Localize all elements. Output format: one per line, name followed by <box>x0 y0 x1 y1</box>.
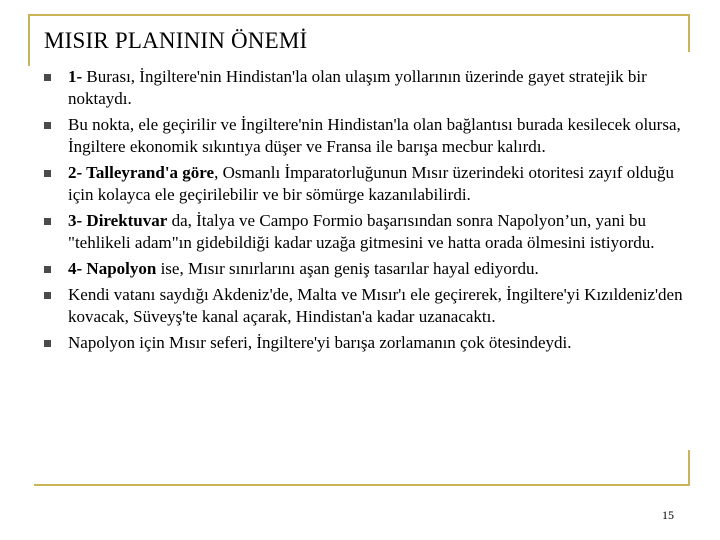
item-text: ise, Mısır sınırlarını aşan geniş tasarılar hayal ediyordu. <box>156 259 539 278</box>
item-text: Napolyon için Mısır seferi, İngiltere'yi barışa zorlamanın çok ötesindeydi. <box>68 333 572 352</box>
square-bullet-icon <box>44 218 51 225</box>
item-text: Bu nokta, ele geçirilir ve İngiltere'nin Hindistan'la olan bağlantısı burada kesilecek olursa, İngiltere ekonomik sıkıntıya düşer ve Fransa ile barışa mecbur kalırdı. <box>68 115 681 156</box>
list-item <box>44 258 684 280</box>
square-bullet-icon <box>44 122 51 129</box>
item-text: Burası, İngiltere'nin Hindistan'la olan ulaşım yollarının üzerinde gayet stratejik bir noktaydı. <box>68 67 647 108</box>
slide-title: MISIR PLANININ ÖNEMİ <box>44 28 308 53</box>
item-text: Kendi vatanı saydığı Akdeniz'de, Malta ve Mısır'ı ele geçirerek, İngiltere'yi Kızıldeniz'den kovacak, Süveyş'te kanal açarak, Hindistan'a kadar uzanacaktı. <box>68 285 683 326</box>
square-bullet-icon <box>44 74 51 81</box>
list-item <box>44 210 684 254</box>
square-bullet-icon <box>44 292 51 299</box>
item-bold-text: 4- Napolyon <box>68 259 157 278</box>
square-bullet-icon <box>44 170 51 177</box>
square-bullet-icon <box>44 266 51 273</box>
list-item <box>44 66 684 110</box>
item-bold-text: 3- Direktuvar <box>68 211 168 230</box>
item-bold-text: 2- Talleyrand'a göre <box>68 163 215 182</box>
list-item <box>44 332 684 354</box>
list-item <box>44 114 684 158</box>
frame-top-line <box>28 14 690 16</box>
frame-bottom-line <box>34 484 690 486</box>
list-item <box>44 162 684 206</box>
item-bold-text: 1- <box>68 67 83 86</box>
frame-right-line <box>688 14 690 52</box>
frame-bottom-right-line <box>688 450 690 486</box>
bullet-list <box>44 66 684 358</box>
list-item <box>44 284 684 328</box>
page-number: 15 <box>662 508 674 522</box>
square-bullet-icon <box>44 340 51 347</box>
item-text: da, İtalya ve Campo Formio başarısından sonra Napolyon’un, yani bu "tehlikeli adam"ın gidebildiği kadar uzağa gitmesini ve hatta orada ölmesini istiyordu. <box>68 211 655 252</box>
item-text: , Osmanlı İmparatorluğunun Mısır üzerindeki otoritesi zayıf olduğu için kolayca ele geçirilebilir ve bir sömürge kazanılabilirdi. <box>68 163 674 204</box>
frame-left-line <box>28 14 30 66</box>
